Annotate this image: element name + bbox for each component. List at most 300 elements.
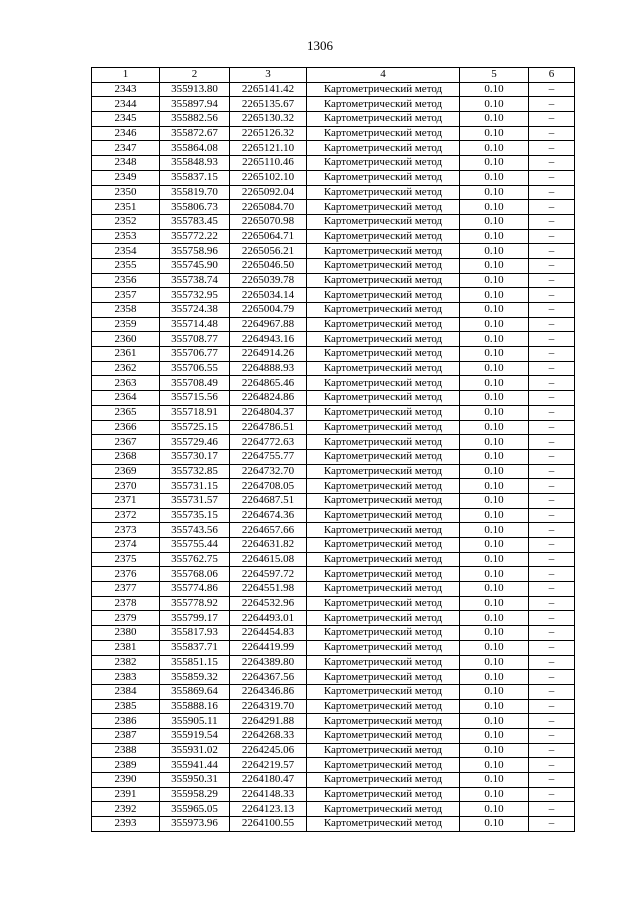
note-cell: – <box>529 626 575 641</box>
method-cell: Картометрический метод <box>307 758 460 773</box>
y-coordinate-cell: 2264551.98 <box>230 582 307 597</box>
method-cell: Картометрический метод <box>307 802 460 817</box>
y-coordinate-cell: 2264532.96 <box>230 596 307 611</box>
x-coordinate-cell: 355783.45 <box>160 214 230 229</box>
table-row <box>92 493 575 508</box>
table-row <box>92 773 575 788</box>
accuracy-cell: 0.10 <box>460 714 529 729</box>
y-coordinate-cell: 2265092.04 <box>230 185 307 200</box>
method-cell: Картометрический метод <box>307 684 460 699</box>
table-row <box>92 258 575 273</box>
method-cell: Картометрический метод <box>307 273 460 288</box>
y-coordinate-cell: 2264291.88 <box>230 714 307 729</box>
x-coordinate-cell: 355919.54 <box>160 728 230 743</box>
column-header: 6 <box>529 68 575 83</box>
method-cell: Картометрический метод <box>307 112 460 127</box>
accuracy-cell: 0.10 <box>460 655 529 670</box>
x-coordinate-cell: 355718.91 <box>160 405 230 420</box>
x-coordinate-cell: 355941.44 <box>160 758 230 773</box>
note-cell: – <box>529 611 575 626</box>
column-header: 5 <box>460 68 529 83</box>
method-cell: Картометрический метод <box>307 420 460 435</box>
method-cell: Картометрический метод <box>307 303 460 318</box>
method-cell: Картометрический метод <box>307 567 460 582</box>
x-coordinate-cell: 355708.49 <box>160 376 230 391</box>
table-row <box>92 405 575 420</box>
point-number-cell: 2343 <box>92 82 160 97</box>
table-row <box>92 156 575 171</box>
method-cell: Картометрический метод <box>307 743 460 758</box>
note-cell: – <box>529 347 575 362</box>
point-number-cell: 2354 <box>92 244 160 259</box>
accuracy-cell: 0.10 <box>460 229 529 244</box>
point-number-cell: 2363 <box>92 376 160 391</box>
method-cell: Картометрический метод <box>307 288 460 303</box>
table-row <box>92 699 575 714</box>
x-coordinate-cell: 355778.92 <box>160 596 230 611</box>
point-number-cell: 2379 <box>92 611 160 626</box>
accuracy-cell: 0.10 <box>460 611 529 626</box>
accuracy-cell: 0.10 <box>460 626 529 641</box>
accuracy-cell: 0.10 <box>460 596 529 611</box>
accuracy-cell: 0.10 <box>460 288 529 303</box>
y-coordinate-cell: 2264687.51 <box>230 493 307 508</box>
accuracy-cell: 0.10 <box>460 156 529 171</box>
table-row <box>92 802 575 817</box>
x-coordinate-cell: 355817.93 <box>160 626 230 641</box>
note-cell: – <box>529 185 575 200</box>
y-coordinate-cell: 2265039.78 <box>230 273 307 288</box>
table-row <box>92 626 575 641</box>
method-cell: Картометрический метод <box>307 214 460 229</box>
y-coordinate-cell: 2264755.77 <box>230 449 307 464</box>
accuracy-cell: 0.10 <box>460 758 529 773</box>
method-cell: Картометрический метод <box>307 141 460 156</box>
accuracy-cell: 0.10 <box>460 670 529 685</box>
y-coordinate-cell: 2265046.50 <box>230 258 307 273</box>
accuracy-cell: 0.10 <box>460 567 529 582</box>
y-coordinate-cell: 2265056.21 <box>230 244 307 259</box>
table-row <box>92 567 575 582</box>
note-cell: – <box>529 670 575 685</box>
point-number-cell: 2372 <box>92 508 160 523</box>
point-number-cell: 2364 <box>92 391 160 406</box>
x-coordinate-cell: 355735.15 <box>160 508 230 523</box>
method-cell: Картометрический метод <box>307 787 460 802</box>
point-number-cell: 2350 <box>92 185 160 200</box>
note-cell: – <box>529 773 575 788</box>
x-coordinate-cell: 355864.08 <box>160 141 230 156</box>
accuracy-cell: 0.10 <box>460 684 529 699</box>
method-cell: Картометрический метод <box>307 97 460 112</box>
accuracy-cell: 0.10 <box>460 361 529 376</box>
method-cell: Картометрический метод <box>307 185 460 200</box>
accuracy-cell: 0.10 <box>460 435 529 450</box>
accuracy-cell: 0.10 <box>460 787 529 802</box>
point-number-cell: 2390 <box>92 773 160 788</box>
method-cell: Картометрический метод <box>307 347 460 362</box>
note-cell: – <box>529 714 575 729</box>
method-cell: Картометрический метод <box>307 200 460 215</box>
point-number-cell: 2368 <box>92 449 160 464</box>
method-cell: Картометрический метод <box>307 449 460 464</box>
y-coordinate-cell: 2264943.16 <box>230 332 307 347</box>
point-number-cell: 2391 <box>92 787 160 802</box>
note-cell: – <box>529 449 575 464</box>
y-coordinate-cell: 2264367.56 <box>230 670 307 685</box>
point-number-cell: 2382 <box>92 655 160 670</box>
method-cell: Картометрический метод <box>307 773 460 788</box>
accuracy-cell: 0.10 <box>460 464 529 479</box>
point-number-cell: 2380 <box>92 626 160 641</box>
method-cell: Картометрический метод <box>307 582 460 597</box>
accuracy-cell: 0.10 <box>460 538 529 553</box>
point-number-cell: 2351 <box>92 200 160 215</box>
x-coordinate-cell: 355848.93 <box>160 156 230 171</box>
y-coordinate-cell: 2265126.32 <box>230 126 307 141</box>
y-coordinate-cell: 2265110.46 <box>230 156 307 171</box>
method-cell: Картометрический метод <box>307 714 460 729</box>
table-header-row <box>92 68 575 83</box>
table-row <box>92 376 575 391</box>
point-number-cell: 2369 <box>92 464 160 479</box>
point-number-cell: 2366 <box>92 420 160 435</box>
note-cell: – <box>529 156 575 171</box>
method-cell: Картометрический метод <box>307 244 460 259</box>
method-cell: Картометрический метод <box>307 391 460 406</box>
x-coordinate-cell: 355837.71 <box>160 640 230 655</box>
accuracy-cell: 0.10 <box>460 493 529 508</box>
y-coordinate-cell: 2264123.13 <box>230 802 307 817</box>
column-header: 3 <box>230 68 307 83</box>
method-cell: Картометрический метод <box>307 596 460 611</box>
y-coordinate-cell: 2264804.37 <box>230 405 307 420</box>
note-cell: – <box>529 552 575 567</box>
method-cell: Картометрический метод <box>307 229 460 244</box>
point-number-cell: 2371 <box>92 493 160 508</box>
y-coordinate-cell: 2264888.93 <box>230 361 307 376</box>
x-coordinate-cell: 355738.74 <box>160 273 230 288</box>
column-header: 4 <box>307 68 460 83</box>
table-row <box>92 200 575 215</box>
note-cell: – <box>529 787 575 802</box>
y-coordinate-cell: 2264631.82 <box>230 538 307 553</box>
point-number-cell: 2353 <box>92 229 160 244</box>
accuracy-cell: 0.10 <box>460 185 529 200</box>
table-row <box>92 273 575 288</box>
point-number-cell: 2356 <box>92 273 160 288</box>
accuracy-cell: 0.10 <box>460 141 529 156</box>
method-cell: Картометрический метод <box>307 317 460 332</box>
accuracy-cell: 0.10 <box>460 420 529 435</box>
point-number-cell: 2352 <box>92 214 160 229</box>
note-cell: – <box>529 200 575 215</box>
accuracy-cell: 0.10 <box>460 479 529 494</box>
table-row <box>92 214 575 229</box>
point-number-cell: 2378 <box>92 596 160 611</box>
point-number-cell: 2362 <box>92 361 160 376</box>
table-row <box>92 758 575 773</box>
note-cell: – <box>529 332 575 347</box>
y-coordinate-cell: 2264967.88 <box>230 317 307 332</box>
table-row <box>92 288 575 303</box>
accuracy-cell: 0.10 <box>460 214 529 229</box>
point-number-cell: 2376 <box>92 567 160 582</box>
x-coordinate-cell: 355872.67 <box>160 126 230 141</box>
coordinates-table <box>91 67 575 832</box>
table-row <box>92 523 575 538</box>
table-row <box>92 420 575 435</box>
accuracy-cell: 0.10 <box>460 773 529 788</box>
method-cell: Картометрический метод <box>307 626 460 641</box>
accuracy-cell: 0.10 <box>460 802 529 817</box>
note-cell: – <box>529 170 575 185</box>
y-coordinate-cell: 2264419.99 <box>230 640 307 655</box>
note-cell: – <box>529 288 575 303</box>
point-number-cell: 2370 <box>92 479 160 494</box>
note-cell: – <box>529 391 575 406</box>
point-number-cell: 2389 <box>92 758 160 773</box>
x-coordinate-cell: 355958.29 <box>160 787 230 802</box>
method-cell: Картометрический метод <box>307 479 460 494</box>
point-number-cell: 2361 <box>92 347 160 362</box>
table-row <box>92 170 575 185</box>
table-row <box>92 655 575 670</box>
note-cell: – <box>529 493 575 508</box>
x-coordinate-cell: 355762.75 <box>160 552 230 567</box>
note-cell: – <box>529 97 575 112</box>
x-coordinate-cell: 355714.48 <box>160 317 230 332</box>
accuracy-cell: 0.10 <box>460 449 529 464</box>
note-cell: – <box>529 567 575 582</box>
point-number-cell: 2377 <box>92 582 160 597</box>
accuracy-cell: 0.10 <box>460 552 529 567</box>
accuracy-cell: 0.10 <box>460 376 529 391</box>
method-cell: Картометрический метод <box>307 728 460 743</box>
x-coordinate-cell: 355888.16 <box>160 699 230 714</box>
point-number-cell: 2383 <box>92 670 160 685</box>
table-row <box>92 728 575 743</box>
x-coordinate-cell: 355973.96 <box>160 817 230 832</box>
note-cell: – <box>529 112 575 127</box>
point-number-cell: 2345 <box>92 112 160 127</box>
y-coordinate-cell: 2264245.06 <box>230 743 307 758</box>
method-cell: Картометрический метод <box>307 464 460 479</box>
x-coordinate-cell: 355758.96 <box>160 244 230 259</box>
table-row <box>92 582 575 597</box>
x-coordinate-cell: 355706.55 <box>160 361 230 376</box>
y-coordinate-cell: 2264615.08 <box>230 552 307 567</box>
accuracy-cell: 0.10 <box>460 170 529 185</box>
point-number-cell: 2357 <box>92 288 160 303</box>
note-cell: – <box>529 214 575 229</box>
y-coordinate-cell: 2264772.63 <box>230 435 307 450</box>
accuracy-cell: 0.10 <box>460 332 529 347</box>
note-cell: – <box>529 126 575 141</box>
point-number-cell: 2373 <box>92 523 160 538</box>
point-number-cell: 2358 <box>92 303 160 318</box>
y-coordinate-cell: 2264493.01 <box>230 611 307 626</box>
table-row <box>92 82 575 97</box>
method-cell: Картометрический метод <box>307 170 460 185</box>
x-coordinate-cell: 355774.86 <box>160 582 230 597</box>
y-coordinate-cell: 2264786.51 <box>230 420 307 435</box>
note-cell: – <box>529 258 575 273</box>
y-coordinate-cell: 2264219.57 <box>230 758 307 773</box>
note-cell: – <box>529 538 575 553</box>
point-number-cell: 2355 <box>92 258 160 273</box>
table-row <box>92 229 575 244</box>
note-cell: – <box>529 728 575 743</box>
note-cell: – <box>529 273 575 288</box>
x-coordinate-cell: 355965.05 <box>160 802 230 817</box>
y-coordinate-cell: 2265130.32 <box>230 112 307 127</box>
accuracy-cell: 0.10 <box>460 126 529 141</box>
y-coordinate-cell: 2264268.33 <box>230 728 307 743</box>
note-cell: – <box>529 435 575 450</box>
table-row <box>92 361 575 376</box>
x-coordinate-cell: 355905.11 <box>160 714 230 729</box>
note-cell: – <box>529 596 575 611</box>
point-number-cell: 2385 <box>92 699 160 714</box>
table-row <box>92 244 575 259</box>
table-row <box>92 185 575 200</box>
y-coordinate-cell: 2264100.55 <box>230 817 307 832</box>
note-cell: – <box>529 229 575 244</box>
method-cell: Картометрический метод <box>307 126 460 141</box>
accuracy-cell: 0.10 <box>460 640 529 655</box>
note-cell: – <box>529 582 575 597</box>
x-coordinate-cell: 355882.56 <box>160 112 230 127</box>
accuracy-cell: 0.10 <box>460 523 529 538</box>
x-coordinate-cell: 355799.17 <box>160 611 230 626</box>
table-row <box>92 303 575 318</box>
table-row <box>92 435 575 450</box>
y-coordinate-cell: 2264657.66 <box>230 523 307 538</box>
x-coordinate-cell: 355768.06 <box>160 567 230 582</box>
note-cell: – <box>529 303 575 318</box>
point-number-cell: 2348 <box>92 156 160 171</box>
table-row <box>92 126 575 141</box>
table-row <box>92 538 575 553</box>
y-coordinate-cell: 2264319.70 <box>230 699 307 714</box>
method-cell: Картометрический метод <box>307 523 460 538</box>
table-row <box>92 332 575 347</box>
x-coordinate-cell: 355715.56 <box>160 391 230 406</box>
y-coordinate-cell: 2264148.33 <box>230 787 307 802</box>
y-coordinate-cell: 2264180.47 <box>230 773 307 788</box>
table-row <box>92 684 575 699</box>
column-header: 2 <box>160 68 230 83</box>
method-cell: Картометрический метод <box>307 156 460 171</box>
point-number-cell: 2374 <box>92 538 160 553</box>
method-cell: Картометрический метод <box>307 376 460 391</box>
accuracy-cell: 0.10 <box>460 97 529 112</box>
accuracy-cell: 0.10 <box>460 258 529 273</box>
y-coordinate-cell: 2264708.05 <box>230 479 307 494</box>
method-cell: Картометрический метод <box>307 493 460 508</box>
x-coordinate-cell: 355950.31 <box>160 773 230 788</box>
y-coordinate-cell: 2264597.72 <box>230 567 307 582</box>
x-coordinate-cell: 355931.02 <box>160 743 230 758</box>
point-number-cell: 2386 <box>92 714 160 729</box>
point-number-cell: 2375 <box>92 552 160 567</box>
method-cell: Картометрический метод <box>307 508 460 523</box>
y-coordinate-cell: 2264914.26 <box>230 347 307 362</box>
point-number-cell: 2365 <box>92 405 160 420</box>
method-cell: Картометрический метод <box>307 405 460 420</box>
note-cell: – <box>529 802 575 817</box>
note-cell: – <box>529 699 575 714</box>
accuracy-cell: 0.10 <box>460 317 529 332</box>
accuracy-cell: 0.10 <box>460 699 529 714</box>
x-coordinate-cell: 355772.22 <box>160 229 230 244</box>
method-cell: Картометрический метод <box>307 640 460 655</box>
method-cell: Картометрический метод <box>307 655 460 670</box>
x-coordinate-cell: 355729.46 <box>160 435 230 450</box>
note-cell: – <box>529 640 575 655</box>
note-cell: – <box>529 743 575 758</box>
x-coordinate-cell: 355725.15 <box>160 420 230 435</box>
y-coordinate-cell: 2265084.70 <box>230 200 307 215</box>
table-row <box>92 508 575 523</box>
y-coordinate-cell: 2265004.79 <box>230 303 307 318</box>
table-body <box>92 82 575 831</box>
x-coordinate-cell: 355745.90 <box>160 258 230 273</box>
note-cell: – <box>529 464 575 479</box>
note-cell: – <box>529 479 575 494</box>
table-row <box>92 464 575 479</box>
note-cell: – <box>529 405 575 420</box>
point-number-cell: 2360 <box>92 332 160 347</box>
point-number-cell: 2346 <box>92 126 160 141</box>
accuracy-cell: 0.10 <box>460 303 529 318</box>
accuracy-cell: 0.10 <box>460 582 529 597</box>
table-row <box>92 596 575 611</box>
table-row <box>92 817 575 832</box>
method-cell: Картометрический метод <box>307 817 460 832</box>
accuracy-cell: 0.10 <box>460 112 529 127</box>
point-number-cell: 2388 <box>92 743 160 758</box>
note-cell: – <box>529 141 575 156</box>
page-number: 1306 <box>307 38 333 53</box>
accuracy-cell: 0.10 <box>460 391 529 406</box>
method-cell: Картометрический метод <box>307 361 460 376</box>
accuracy-cell: 0.10 <box>460 405 529 420</box>
method-cell: Картометрический метод <box>307 258 460 273</box>
point-number-cell: 2359 <box>92 317 160 332</box>
method-cell: Картометрический метод <box>307 552 460 567</box>
note-cell: – <box>529 317 575 332</box>
table-row <box>92 449 575 464</box>
y-coordinate-cell: 2264732.70 <box>230 464 307 479</box>
note-cell: – <box>529 376 575 391</box>
point-number-cell: 2384 <box>92 684 160 699</box>
note-cell: – <box>529 817 575 832</box>
table-row <box>92 347 575 362</box>
method-cell: Картометрический метод <box>307 435 460 450</box>
point-number-cell: 2393 <box>92 817 160 832</box>
point-number-cell: 2347 <box>92 141 160 156</box>
note-cell: – <box>529 508 575 523</box>
table-row <box>92 97 575 112</box>
table-row <box>92 714 575 729</box>
y-coordinate-cell: 2265102.10 <box>230 170 307 185</box>
table-row <box>92 787 575 802</box>
note-cell: – <box>529 244 575 259</box>
x-coordinate-cell: 355730.17 <box>160 449 230 464</box>
y-coordinate-cell: 2264346.86 <box>230 684 307 699</box>
